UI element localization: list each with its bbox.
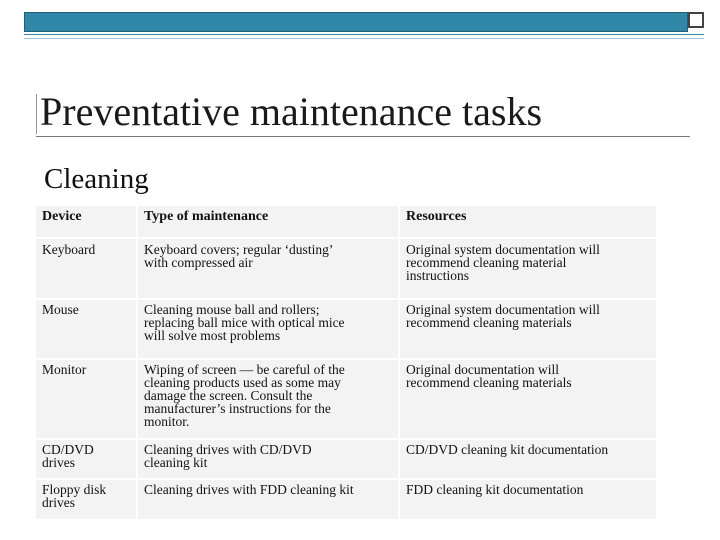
header-maintenance: Type of maintenance	[144, 209, 269, 224]
resources-line: FDD cleaning kit documentation	[406, 482, 584, 497]
maintenance-line: Cleaning mouse ball and rollers;	[144, 302, 320, 317]
maintenance-table	[36, 206, 656, 519]
header-device: Device	[42, 209, 82, 224]
header-cell-device	[36, 206, 136, 237]
section-subtitle: Cleaning	[44, 163, 149, 195]
table-row	[36, 298, 656, 358]
header-rule-light	[24, 38, 704, 39]
device-line: drives	[42, 495, 75, 510]
table-row	[36, 237, 656, 298]
table-row	[36, 358, 656, 438]
resources-line: CD/DVD cleaning kit documentation	[406, 442, 609, 457]
header-rule	[24, 34, 704, 35]
resources-line: recommend cleaning material	[406, 255, 567, 270]
device-cell	[36, 480, 136, 519]
header-resources: Resources	[406, 209, 467, 224]
resources-line: Original system documentation will	[406, 242, 600, 257]
maintenance-line: manufacturer’s instructions for the	[144, 401, 331, 416]
maintenance-line: cleaning products used as some may	[144, 375, 341, 390]
device-cell	[36, 440, 136, 478]
maintenance-line: Cleaning drives with CD/DVD	[144, 442, 312, 457]
maintenance-cell	[136, 360, 398, 438]
resources-cell	[398, 440, 656, 478]
maintenance-cell	[136, 440, 398, 478]
maintenance-cell	[136, 239, 398, 298]
resources-cell	[398, 480, 656, 519]
resources-line: Original documentation will	[406, 362, 559, 377]
device-line: drives	[42, 455, 75, 470]
maintenance-line: with compressed air	[144, 255, 253, 270]
resources-line: instructions	[406, 268, 469, 283]
device-line: Mouse	[42, 302, 79, 317]
table-row	[36, 438, 656, 478]
device-cell	[36, 360, 136, 438]
maintenance-line: Wiping of screen — be careful of the	[144, 362, 345, 377]
resources-line: recommend cleaning materials	[406, 315, 572, 330]
maintenance-line: monitor.	[144, 414, 190, 429]
maintenance-line: Keyboard covers; regular ‘dusting’	[144, 242, 334, 257]
resources-cell	[398, 300, 656, 358]
header-bar	[24, 12, 688, 32]
table-header-row	[36, 206, 656, 237]
header-square	[688, 12, 704, 28]
maintenance-line: cleaning kit	[144, 455, 208, 470]
maintenance-cell	[136, 300, 398, 358]
maintenance-line: replacing ball mice with optical mice	[144, 315, 345, 330]
resources-cell	[398, 239, 656, 298]
header-cell-maintenance	[136, 206, 398, 237]
resources-line: recommend cleaning materials	[406, 375, 572, 390]
title-accent-rule	[36, 94, 37, 134]
maintenance-line: damage the screen. Consult the	[144, 388, 313, 403]
maintenance-line: will solve most problems	[144, 328, 281, 343]
page-title: Preventative maintenance tasks	[40, 89, 543, 134]
device-line: CD/DVD	[42, 442, 94, 457]
device-cell	[36, 239, 136, 298]
device-line: Floppy disk	[42, 482, 107, 497]
device-line: Monitor	[42, 362, 87, 377]
maintenance-line: Cleaning drives with FDD cleaning kit	[144, 482, 354, 497]
maintenance-cell	[136, 480, 398, 519]
table-row	[36, 478, 656, 519]
device-line: Keyboard	[42, 242, 96, 257]
resources-line: Original system documentation will	[406, 302, 600, 317]
resources-cell	[398, 360, 656, 438]
device-cell	[36, 300, 136, 358]
header-cell-resources	[398, 206, 656, 237]
title-rule	[36, 136, 690, 137]
